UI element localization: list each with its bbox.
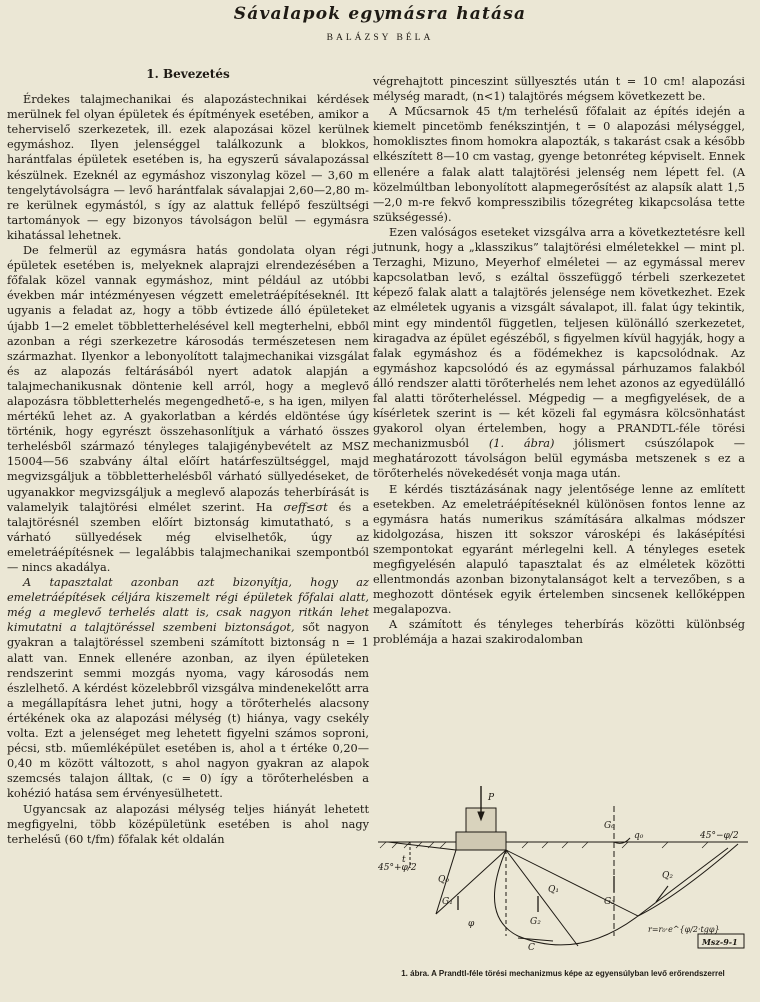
label-Q2: Q₂ — [662, 871, 673, 881]
passive-left — [388, 842, 456, 850]
label-r-formula: r=r₀·e^{φ/2·tgφ} — [648, 925, 720, 934]
label-phi: φ — [468, 919, 475, 929]
emphasis-text: A tapasztalat azonban azt bizonyítja, hogy az emeletráépítések céljára kiszemelt régi épületek főfalai alatt, még a meglevő terhelés alatt is, csak nagyon ritkán lehet kimutatni a talajtöréssel szembeni biztonságot, — [7, 576, 369, 635]
label-G3: G₃ — [604, 897, 615, 907]
right-column — [373, 74, 745, 648]
label-angle-right: 45°−φ/2 — [700, 831, 739, 841]
label-P: P — [488, 793, 495, 803]
paragraph-text: sőt nagyon gyakran a talajtöréssel szembeni számított biztonság n = 1 alatt van. Ennek ellenére azonban, az ilyen épületeken rendszerint semmi mozgás nyoma, vagy károsodás nem észlelhető. A kérdést közelebbről vizsgálva mindenekelőtt arra a megállapításra lehet jutni, hogy a törőterhelés alacsony értékének oka az alapozási mélység (t) hiánya, vagy csekély volta. Ezt a jelenséget meg lehetett figyelni számos soproni, pécsi, stb. műemléképület esetében is, ahol a t értéke 0,20—0,40 m között változott, s ahol nagyon gyakran az alapok szemcsés talajon álltak, (c = 0) így a törőterhelésben a kohézió hatása sem érvényesülhetett. — [7, 621, 369, 801]
label-t: t — [402, 855, 406, 865]
left-column — [7, 62, 369, 847]
paragraph: A Műcsarnok 45 t/m terhelésű főfalait az építés idején a kiemelt pincetömb fenékszintjén, t = 0 alapozási mélységgel, homoklisztes finom homokra alapozták, s takarást csak a később elkészített 8—10 cm vastag, gyenge betonréteg képviselt. Ennek ellenére a falak alatt talajtörési jelenség nem lépett fel. (A közelmúltban lebonyolított alapmegerősítést az alapsík alatt 1,5—2,0 m-re fekvő kompresszibilis tőzegréteg kikapcsolása tette szükségessé). — [373, 105, 745, 224]
label-angle-left: 45°+φ/2 — [378, 863, 417, 873]
label-G2: G₂ — [530, 917, 541, 927]
radial-line-2 — [506, 850, 578, 946]
figure-diagram — [378, 786, 748, 966]
label-Q0: Q₀ — [438, 875, 449, 885]
paragraph-text: és a talajtörésnél szemben előírt biztonság kimutatható, s a várható süllyedések még elviselhetők, úgy az emeletráépítésnek — legalábbis talajmechanikai szempontból — nincs akadálya. — [7, 500, 370, 574]
footing — [456, 832, 506, 850]
paragraph: E kérdés tisztázásának nagy jelentősége lenne az említett esetekben. Az emeletráépítéseknél különösen fontos lenne az egymásra hatás numerikus számítására alkalmas módszer kidolgozása, hiszen itt sokszor városképi és lakásépítési szempontokat egyaránt mérlegelni kell. A tényleges esetek megfigyelésén alapuló tapasztalat és az elméletek közötti ellentmondás azonban bizonytalanságot kelt a tervezőben, s a meghozott döntések egyik értelemben sincsenek kellőképpen megalapozva. — [373, 482, 745, 617]
paragraph — [373, 225, 745, 482]
paragraph: Ugyancsak az alapozási mélység teljes hiányát lehetett megfigyelni, több középületünk esetében is ahol nagy terhelésű (60 t/fm) főfalak két oldalán — [7, 802, 369, 846]
paragraph — [7, 243, 369, 575]
label-q0: q₀ — [634, 831, 644, 841]
label-G1: G₁ — [442, 897, 453, 907]
figure-reference: (1. ábra) — [488, 437, 555, 451]
prandtl-mechanism-figure — [378, 786, 748, 966]
label-tag: Msz-9-1 — [702, 937, 738, 947]
label-C: C — [528, 943, 535, 953]
figure-caption: 1. ábra. A Prandtl-féle törési mechanizmus képe az egyensúlyban levő erőrendszerrel — [401, 969, 725, 978]
paragraph — [7, 575, 369, 801]
article-title: Sávalapok egymásra hatása — [233, 4, 527, 24]
article-author: BALÁZSY BÉLA — [326, 33, 434, 43]
paragraph-text: De felmerül az egymásra hatás gondolata olyan régi épületek esetében is, melyeknek alaprajzi elrendezésében a főfalak közel vannak egymáshoz, mint például az utóbbi években már intézményesen végzett emeletráépítéseknél. Itt ugyanis a feladat az, hogy a több évtizede álló épületeket újabb 1—2 emelet többletterhelésével kell megterhelni, ebből azonban a régi szerkezetre károsodás természetesen nem származhat. Ilyenkor a lebonyolított talajmechanikai vizsgálat és az alapozás feltárásából nyert adatok alapján a talajmechanikusnak döntenie kell arról, hogy a meglevő alapozásra többletterhelés megengedhető-e, s ha igen, milyen mértékű lehet az. A gyakorlatban a kérdés eldöntése úgy történik, hogy egyrészt összehasonlítjuk a várható összes terhelésből származó tényleges talajigénybevételt az MSZ 15004—56 szabvány által előírt határfeszültséggel, majd megvizsgáljuk a többletterhelésből várható süllyedéseket, de ugyanakkor megvizsgáljuk a meglevő alapozás teherbírását is valamelyik talajtörési elmélet szerint. Ha — [7, 244, 369, 514]
section-heading: 1. Bevezetés — [146, 67, 230, 81]
paragraph: Érdekes talajmechanikai és alapozástechnikai kérdések merülnek fel olyan épületek és építmények esetében, amikor a teherviselő szerkezetek, ill. ezek alapozásai közel kerülnek egymáshoz. Ilyen jelenséggel találkozunk a blokkos, harántfalas épületek esetében is, ha egyszerű sávalapozással készülnek. Ezeknél az egymáshoz viszonylag közel — 3,60 m tengelytávolságra — levő harántfalak sávalapjai 2,60—2,80 m-re kerülnek egymástól, s így az alattuk fellépő feszültségi tartományok — egy bizonyos távolságon belül — egymásra kihatással lehetnek. — [7, 93, 369, 242]
formula: σeff≤σt — [283, 500, 328, 514]
passive-right — [638, 848, 728, 916]
label-G0-top: G₀ — [604, 821, 615, 831]
paragraph: végrehajtott pinceszint süllyesztés után t = 10 cm! alapozási mélység maradt, (n<1) talajtörés mégsem következett be. — [373, 75, 745, 104]
paragraph-text: Ezen valóságos eseteket vizsgálva arra a következtetésre kell jutnunk, hogy a „klasszikus” talajtörési elméletekkel — mint pl. Terzaghi, Mizuno, Meyerhof elméletei — az egymással merev kapcsolatban levő, s ezáltal összefüggő térbeli szerkezetet képező falak alatt a talajtörés jelensége nem következhet. Ezek az elméletek ugyanis a vizsgált sávalapot, ill. falat úgy tekintik, mint egy mindentől független, teljesen különálló szerkezetet, kiragadva az épület egészéből, s figyelmen kívül hagyják, hogy a falak egymáshoz és a födémekhez is kapcsolódnak. Az egymáshoz kapcsolódó és az egymással párhuzamos falakból álló rendszer alatti törőterhelés nem lehet azonos az egyedülálló fal alatti törőterheléssel. Mégpedig — a megfigyelések, de a kísérletek szerint is — két közeli fal egymásra kölcsönhatást gyakorol olyan értelemben, hogy a PRANDTL-féle törési mechanizmusból — [373, 225, 745, 451]
paragraph: A számított és tényleges teherbírás közötti különbség problémája a hazai szakirodalomban — [373, 618, 745, 647]
paragraph-text: jólismert csúszólapok — meghatározott távolságon belül egymásba metszenek s ez a törőterhelés növekedését vonja maga után. — [373, 437, 745, 481]
c-arrow — [518, 938, 553, 941]
radial-line-1 — [506, 850, 638, 916]
label-Q1: Q₁ — [548, 885, 559, 895]
